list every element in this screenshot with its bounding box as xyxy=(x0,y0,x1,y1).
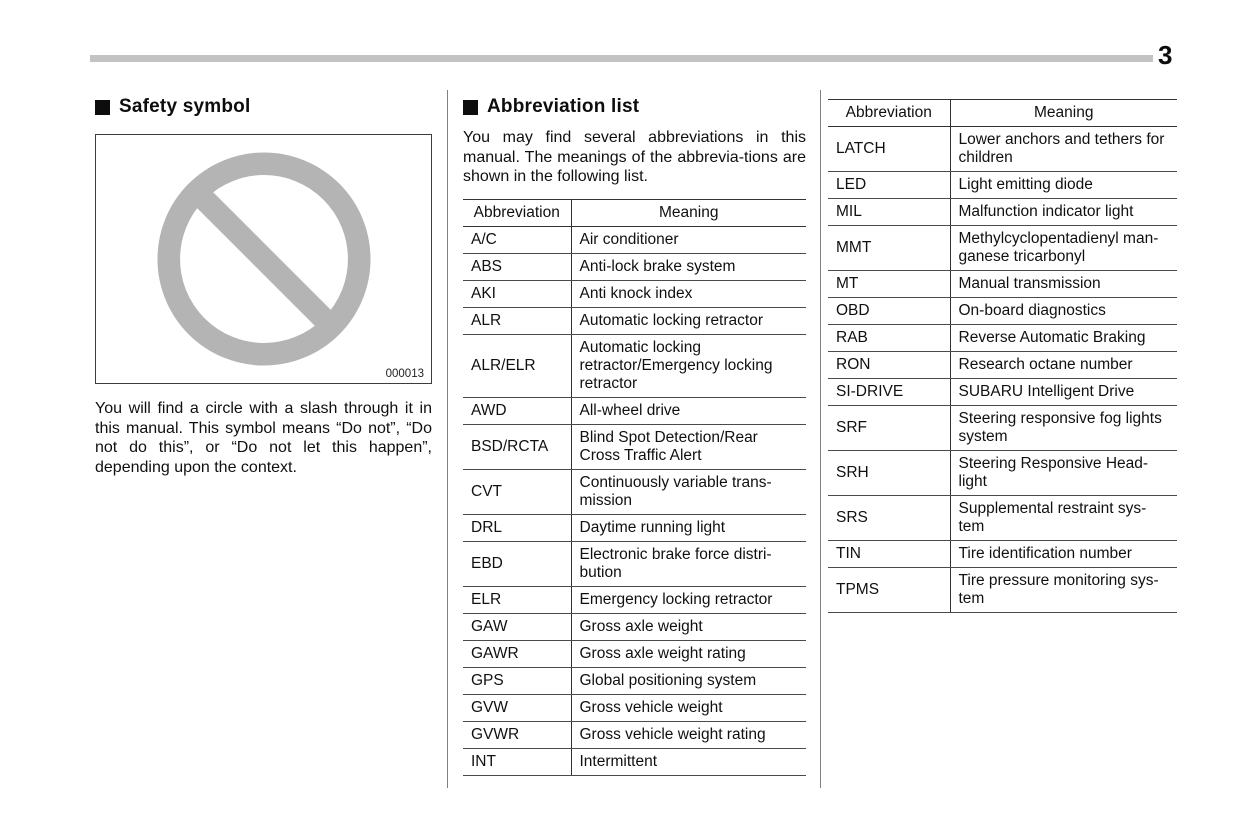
table-row xyxy=(463,307,806,334)
meaning-cell: Tire pressure monitoring sys-tem xyxy=(950,568,1177,613)
abbreviation-cell: SRF xyxy=(828,406,950,451)
meaning-cell: Tire identification number xyxy=(950,541,1177,568)
abbreviation-cell: BSD/RCTA xyxy=(463,424,571,469)
table-row xyxy=(828,379,1177,406)
table-row xyxy=(463,280,806,307)
table-row xyxy=(828,271,1177,298)
table-row xyxy=(828,226,1177,271)
abbreviation-cell: SI-DRIVE xyxy=(828,379,950,406)
table-row xyxy=(828,172,1177,199)
abbreviation-cell: RON xyxy=(828,352,950,379)
meaning-cell: Anti-lock brake system xyxy=(571,253,806,280)
safety-symbol-description: You will find a circle with a slash through it in this manual. This symbol means “Do not”, “Do not do this”, or “Do not let this happen”, depending upon the context. xyxy=(95,400,432,476)
table-header-row xyxy=(828,100,1177,127)
meaning-cell: Gross vehicle weight rating xyxy=(571,721,806,748)
abbreviation-cell: GAWR xyxy=(463,640,571,667)
table-row xyxy=(463,667,806,694)
abbreviation-cell: LED xyxy=(828,172,950,199)
column-divider xyxy=(447,90,448,788)
table-row xyxy=(828,406,1177,451)
figure-code: 000013 xyxy=(385,368,424,380)
safety-symbol-section xyxy=(95,96,432,477)
abbreviation-list-intro: You may find several abbreviations in this manual. The meanings of the abbrevia-tions are shown in the following list. xyxy=(463,129,806,185)
table-row xyxy=(828,496,1177,541)
heading-square-icon xyxy=(95,100,110,115)
heading-square-icon xyxy=(463,100,478,115)
abbreviation-cell: GVW xyxy=(463,694,571,721)
table-row xyxy=(463,253,806,280)
abbreviation-cell: GAW xyxy=(463,613,571,640)
abbreviation-cell: INT xyxy=(463,748,571,775)
column-header-meaning: Meaning xyxy=(950,100,1177,127)
table-row xyxy=(463,640,806,667)
abbreviation-list-heading xyxy=(463,96,806,118)
table-row xyxy=(463,748,806,775)
abbreviation-cell: ALR/ELR xyxy=(463,334,571,397)
abbreviation-cell: GPS xyxy=(463,667,571,694)
abbreviation-cell: GVWR xyxy=(463,721,571,748)
abbreviation-list-section xyxy=(463,96,806,776)
table-row xyxy=(828,325,1177,352)
table-row xyxy=(463,721,806,748)
abbreviation-cell: LATCH xyxy=(828,127,950,172)
abbreviation-table-right xyxy=(828,99,1177,613)
table-row xyxy=(463,424,806,469)
abbreviation-cell: EBD xyxy=(463,541,571,586)
abbreviation-cell: MT xyxy=(828,271,950,298)
abbreviation-cell: MMT xyxy=(828,226,950,271)
meaning-cell: Electronic brake force distri-bution xyxy=(571,541,806,586)
abbreviation-cell: TIN xyxy=(828,541,950,568)
prohibition-icon xyxy=(156,151,372,367)
table-row xyxy=(828,127,1177,172)
table-row xyxy=(463,334,806,397)
table-row xyxy=(828,541,1177,568)
header-rule xyxy=(90,55,1153,62)
table-row xyxy=(828,568,1177,613)
abbreviation-list-heading-label: Abbreviation list xyxy=(487,96,640,117)
meaning-cell: Automatic locking retractor xyxy=(571,307,806,334)
abbreviation-cell: ABS xyxy=(463,253,571,280)
meaning-cell: Global positioning system xyxy=(571,667,806,694)
abbreviation-table-left xyxy=(463,199,806,776)
column-divider xyxy=(820,90,821,788)
abbreviation-cell: CVT xyxy=(463,469,571,514)
abbreviation-cell: TPMS xyxy=(828,568,950,613)
table-row xyxy=(463,613,806,640)
column-header-abbreviation: Abbreviation xyxy=(463,199,571,226)
meaning-cell: Intermittent xyxy=(571,748,806,775)
meaning-cell: Light emitting diode xyxy=(950,172,1177,199)
meaning-cell: Steering responsive fog lights system xyxy=(950,406,1177,451)
meaning-cell: Automatic locking retractor/Emergency locking retractor xyxy=(571,334,806,397)
table-row xyxy=(463,586,806,613)
meaning-cell: Reverse Automatic Braking xyxy=(950,325,1177,352)
meaning-cell: Blind Spot Detection/Rear Cross Traffic Alert xyxy=(571,424,806,469)
table-row xyxy=(463,514,806,541)
abbreviation-cell: SRS xyxy=(828,496,950,541)
abbreviation-cell: DRL xyxy=(463,514,571,541)
abbreviation-cell: OBD xyxy=(828,298,950,325)
meaning-cell: Emergency locking retractor xyxy=(571,586,806,613)
safety-symbol-heading xyxy=(95,96,432,118)
meaning-cell: Malfunction indicator light xyxy=(950,199,1177,226)
meaning-cell: Supplemental restraint sys-tem xyxy=(950,496,1177,541)
table-row xyxy=(828,199,1177,226)
table-row xyxy=(463,541,806,586)
abbreviation-cell: ALR xyxy=(463,307,571,334)
abbreviation-cell: AKI xyxy=(463,280,571,307)
meaning-cell: Steering Responsive Head-light xyxy=(950,451,1177,496)
table-header-row xyxy=(463,199,806,226)
abbreviation-cell: ELR xyxy=(463,586,571,613)
safety-symbol-figure xyxy=(95,134,432,384)
table-row xyxy=(828,352,1177,379)
meaning-cell: Manual transmission xyxy=(950,271,1177,298)
meaning-cell: SUBARU Intelligent Drive xyxy=(950,379,1177,406)
abbreviation-list-continued-section xyxy=(828,96,1177,613)
column-header-meaning: Meaning xyxy=(571,199,806,226)
table-row xyxy=(828,298,1177,325)
meaning-cell: Gross vehicle weight xyxy=(571,694,806,721)
abbreviation-cell: RAB xyxy=(828,325,950,352)
table-row xyxy=(463,469,806,514)
column-header-abbreviation: Abbreviation xyxy=(828,100,950,127)
abbreviation-cell: SRH xyxy=(828,451,950,496)
meaning-cell: Gross axle weight rating xyxy=(571,640,806,667)
meaning-cell: Anti knock index xyxy=(571,280,806,307)
meaning-cell: All-wheel drive xyxy=(571,397,806,424)
table-row xyxy=(463,694,806,721)
meaning-cell: Methylcyclopentadienyl man-ganese tricarbonyl xyxy=(950,226,1177,271)
table-row xyxy=(463,397,806,424)
page-number: 3 xyxy=(1158,40,1173,70)
abbreviation-cell: AWD xyxy=(463,397,571,424)
meaning-cell: Daytime running light xyxy=(571,514,806,541)
meaning-cell: Air conditioner xyxy=(571,226,806,253)
abbreviation-cell: MIL xyxy=(828,199,950,226)
safety-symbol-heading-label: Safety symbol xyxy=(119,96,251,117)
meaning-cell: Gross axle weight xyxy=(571,613,806,640)
abbreviation-cell: A/C xyxy=(463,226,571,253)
meaning-cell: Continuously variable trans-mission xyxy=(571,469,806,514)
table-row xyxy=(828,451,1177,496)
meaning-cell: Lower anchors and tethers for children xyxy=(950,127,1177,172)
meaning-cell: On-board diagnostics xyxy=(950,298,1177,325)
table-row xyxy=(463,226,806,253)
meaning-cell: Research octane number xyxy=(950,352,1177,379)
